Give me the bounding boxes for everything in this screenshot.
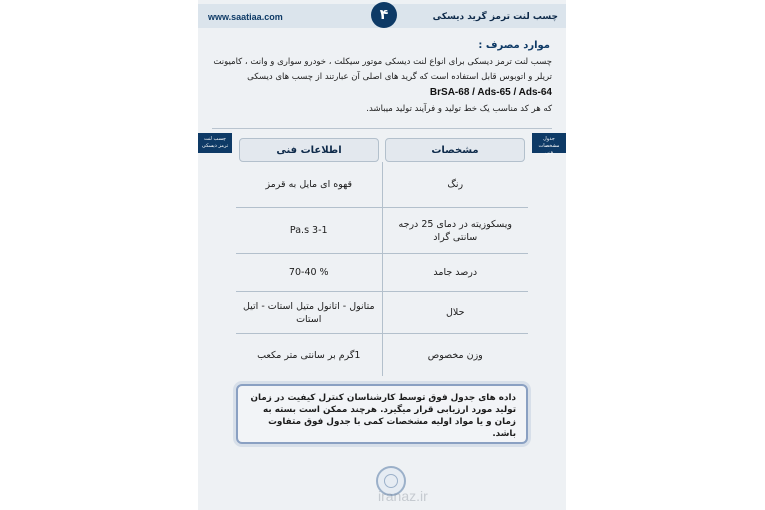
cell-info: % 70-40 [288,267,329,278]
site-watermark: iranaz.ir [378,488,428,504]
cell-info: 1گرم بر سانتی متر مکعب [257,349,361,361]
section-divider [212,128,552,129]
cell-info: متانول - اتانول متیل استات - اتیل استات [242,300,375,325]
quality-note-box [236,384,528,444]
catalog-page [198,0,566,510]
cell-spec: حلال [382,292,529,333]
technical-spec-table [236,138,528,376]
usage-section-title: موارد مصرف : [478,40,550,51]
cell-info: قهوه ای مایل به قرمز [265,179,353,190]
usage-line-2: تریلر و اتوبوس قابل استفاده است که گرید های اصلی آن عبارتند از چسب های دیسکی [247,72,552,82]
page-number-badge: ۴ [371,2,397,28]
usage-grades: BrSA-68 / Ads-65 / Ads-64 [429,87,552,98]
cell-spec: درصد جامد [382,254,529,291]
logo-inner-ring [384,474,398,488]
table-row [236,254,528,292]
table-row [236,292,528,334]
side-tag-right: جدول مشخصات فنی [532,133,566,153]
cell-spec: وزن مخصوص [382,334,529,376]
website-url[interactable]: www.saatiaa.com [208,12,283,22]
usage-line-4: که هر کد مناسب یک خط تولید و فرآیند تولید میباشد. [366,104,552,114]
table-row [236,162,528,208]
header-specifications: مشخصات [385,138,525,162]
table-header-row [236,138,528,162]
usage-line-1: چسب لنت ترمز دیسکی برای انواع لنت دیسکی موتور سیکلت ، خودرو سواری و وانت ، کامیونت [213,57,552,67]
table-row [236,334,528,376]
cell-spec: ویسکوزیته در دمای 25 درجه سانتی گراد [382,208,529,253]
quality-note-text: داده های جدول فوق توسط کارشناسان کنترل کیفیت در زمان تولید مورد ارزیابی قرار میگیرد. هرچند ممکن است بسته به زمان و یا مواد اولیه مشخصات کمی با جدول فوق متفاوت باشد. [250,393,516,439]
table-row [236,208,528,254]
side-tag-left: چسب لنت ترمز دیسکی [198,133,232,153]
header-technical-info: اطلاعات فنی [239,138,379,162]
cell-spec: رنگ [382,162,529,207]
cell-info: 3-1 Pa.s [289,225,328,236]
header-title: چسب لنت ترمز گرید دیسکی [432,12,558,22]
